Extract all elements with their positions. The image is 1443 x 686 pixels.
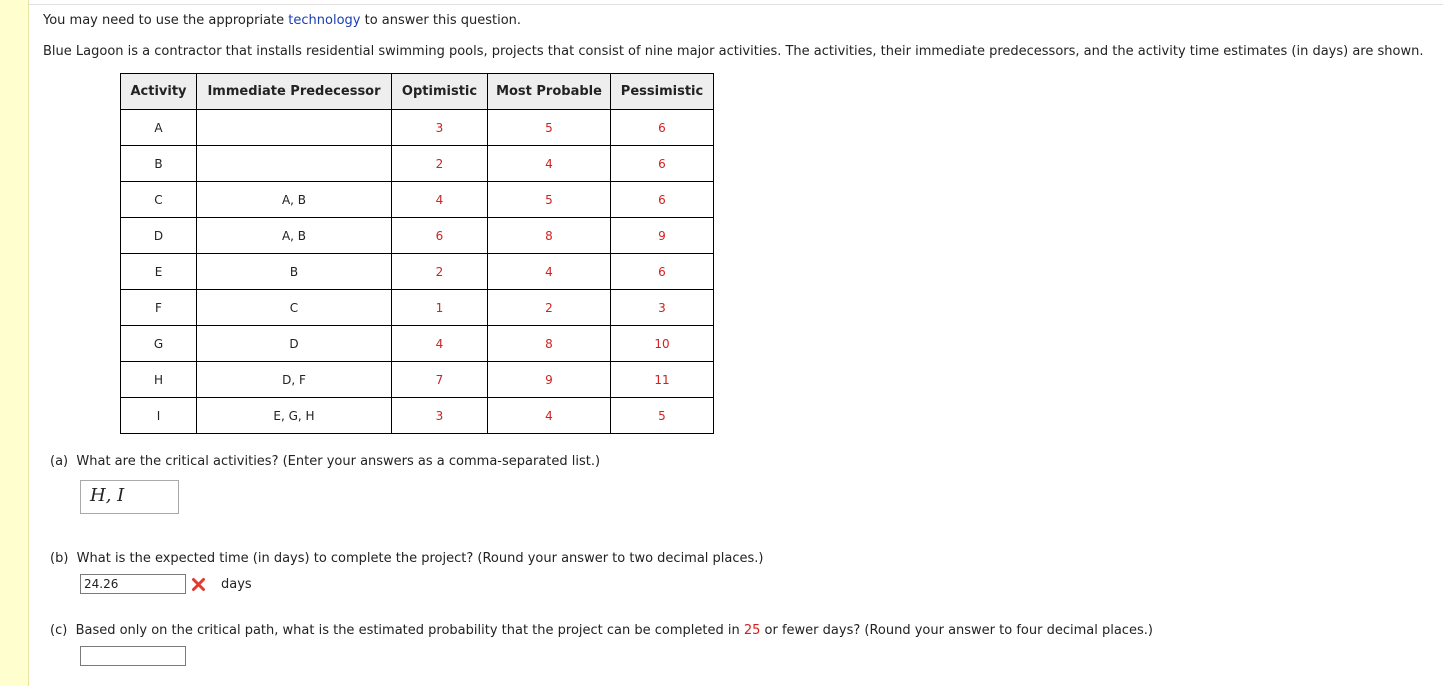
cell-pessimistic: 6 xyxy=(611,110,714,146)
table-row xyxy=(121,218,714,254)
part-b-question xyxy=(50,551,764,566)
cell-optimistic: 6 xyxy=(392,218,488,254)
table-row xyxy=(121,290,714,326)
part-b-text: What is the expected time (in days) to complete the project? (Round your answer to two decimal places.) xyxy=(76,551,764,566)
cell-optimistic: 3 xyxy=(392,398,488,434)
part-b-unit: days xyxy=(221,577,252,592)
table-row xyxy=(121,362,714,398)
cell-most-probable: 4 xyxy=(488,398,611,434)
activity-table xyxy=(120,73,714,434)
intro-text xyxy=(43,13,521,28)
cell-activity: B xyxy=(121,146,197,182)
part-c-text-after: or fewer days? (Round your answer to four decimal places.) xyxy=(760,623,1153,638)
cell-activity: D xyxy=(121,218,197,254)
cell-most-probable: 5 xyxy=(488,182,611,218)
cell-optimistic: 3 xyxy=(392,110,488,146)
cell-optimistic: 4 xyxy=(392,326,488,362)
header-optimistic: Optimistic xyxy=(392,74,488,110)
cell-pessimistic: 10 xyxy=(611,326,714,362)
top-divider xyxy=(28,4,1443,5)
cell-pessimistic: 6 xyxy=(611,182,714,218)
cell-most-probable: 4 xyxy=(488,146,611,182)
table-row xyxy=(121,110,714,146)
cell-activity: I xyxy=(121,398,197,434)
cell-predecessor: B xyxy=(197,254,392,290)
cell-most-probable: 4 xyxy=(488,254,611,290)
cell-most-probable: 9 xyxy=(488,362,611,398)
cell-activity: A xyxy=(121,110,197,146)
part-c-question xyxy=(50,623,1153,638)
cell-optimistic: 2 xyxy=(392,254,488,290)
table-header-row xyxy=(121,74,714,110)
table-row xyxy=(121,398,714,434)
cell-predecessor: E, G, H xyxy=(197,398,392,434)
header-pessimistic: Pessimistic xyxy=(611,74,714,110)
header-activity: Activity xyxy=(121,74,197,110)
cell-optimistic: 4 xyxy=(392,182,488,218)
part-a-label: (a) xyxy=(50,454,69,469)
cell-activity: E xyxy=(121,254,197,290)
cell-predecessor: D xyxy=(197,326,392,362)
cell-predecessor xyxy=(197,146,392,182)
part-a-text: What are the critical activities? (Enter your answers as a comma-separated list.) xyxy=(76,454,601,469)
cell-activity: F xyxy=(121,290,197,326)
left-margin-stripe xyxy=(0,0,29,686)
cell-pessimistic: 6 xyxy=(611,146,714,182)
cell-most-probable: 5 xyxy=(488,110,611,146)
cell-activity: H xyxy=(121,362,197,398)
cell-most-probable: 8 xyxy=(488,218,611,254)
cell-most-probable: 8 xyxy=(488,326,611,362)
table-row xyxy=(121,182,714,218)
cell-pessimistic: 11 xyxy=(611,362,714,398)
header-most-probable: Most Probable xyxy=(488,74,611,110)
cell-optimistic: 2 xyxy=(392,146,488,182)
part-a-question xyxy=(50,454,600,469)
table-row xyxy=(121,326,714,362)
part-c-label: (c) xyxy=(50,623,68,638)
cell-predecessor: C xyxy=(197,290,392,326)
technology-link[interactable]: technology xyxy=(288,13,361,28)
intro-after: to answer this question. xyxy=(360,13,522,28)
part-c-text-before: Based only on the critical path, what is the estimated probability that the project can be completed in xyxy=(75,623,744,638)
part-a-answer-box[interactable]: H, I xyxy=(80,480,179,514)
intro-before: You may need to use the appropriate xyxy=(43,13,289,28)
cell-predecessor: A, B xyxy=(197,182,392,218)
cell-activity: C xyxy=(121,182,197,218)
cell-optimistic: 7 xyxy=(392,362,488,398)
part-c-highlight-days: 25 xyxy=(743,623,761,638)
incorrect-x-icon xyxy=(191,577,206,592)
part-b-label: (b) xyxy=(50,551,69,566)
cell-predecessor xyxy=(197,110,392,146)
cell-pessimistic: 6 xyxy=(611,254,714,290)
header-predecessor: Immediate Predecessor xyxy=(197,74,392,110)
cell-pessimistic: 9 xyxy=(611,218,714,254)
cell-pessimistic: 3 xyxy=(611,290,714,326)
table-row xyxy=(121,146,714,182)
cell-predecessor: A, B xyxy=(197,218,392,254)
cell-optimistic: 1 xyxy=(392,290,488,326)
part-b-answer-input[interactable] xyxy=(80,574,186,594)
cell-pessimistic: 5 xyxy=(611,398,714,434)
cell-activity: G xyxy=(121,326,197,362)
cell-predecessor: D, F xyxy=(197,362,392,398)
cell-most-probable: 2 xyxy=(488,290,611,326)
problem-statement: Blue Lagoon is a contractor that installs residential swimming pools, projects that consist of nine major activities. The activities, their immediate predecessors, and the activity time estimates (in days) are shown. xyxy=(43,44,1424,59)
table-row xyxy=(121,254,714,290)
part-c-answer-input[interactable] xyxy=(80,646,186,666)
